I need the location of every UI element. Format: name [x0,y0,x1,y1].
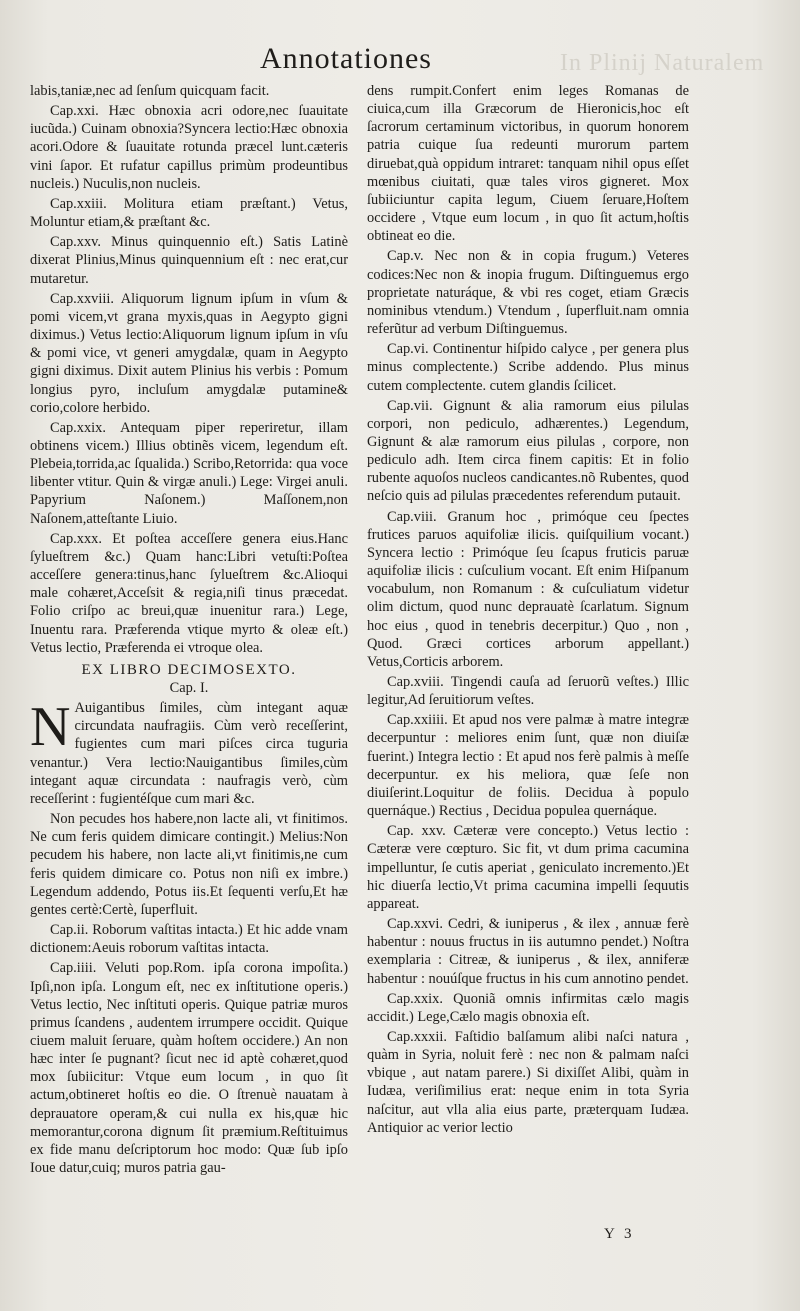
paragraph: Cap.xxvi. Cedri, & iuniperus , & ilex , annuæ ferè habentur : nouus fructus in iis autumno pendet.) Noſtra exemplaria : Citreæ, & iuniperus , & ilex, anniferæ habentur : nouúſque fructus in his cum annotino pendet. [367,916,689,987]
paragraph: Cap.xxx. Et poſtea acceſſere genera eius.Hanc ſylueſtrem &c.) Quam hanc:Libri vetuſti:Poſtea acceſſere genera:tinus,hanc ſylueſtrem &c.Alioqui male cohæret,Acceſsit & regia,niſi tinus præcedat. Folio criſpo ac breui,quæ inuenitur rara.) Lege, Inuentu rara. Præferenda vtique myrto & oleæ eſt.) Vetus lectio, Præferenda ei vtroque olea. [30,530,348,656]
paragraph [30,696,348,808]
paragraph: Cap.xxxii. Faſtidio balſamum alibi naſci natura , quàm in Syria, noluit ferè : nec non & palmam naſci vbique , aut natam parere.) Si dixiſſet Alibi, quàm in Iudæa, veriſimilius erat: neque enim in tota Syria naſcitur, aut vlla alia eius parte, præterquam Iudæa. Antiquior ac verior lectio [367,1028,689,1136]
paragraph: Cap.v. Nec non & in copia frugum.) Veteres codices:Nec non & inopia frugum. Diſtinguemus ergo proprietate naturáque, & vbi res coget, etiam Græcis nominibus vtendum.) Vtendum , ſuperfluit.nam omnia referũtur ad verbum Diſtinguemus. [367,248,689,338]
book-heading: EX LIBRO DECIMOSEXTO. [81,661,297,678]
paragraph: Cap.ii. Roborum vaſtitas intacta.) Et hic adde vnam dictionem:Aeuis roborum vaſtitas intacta. [30,922,348,957]
paragraph: Cap.xviii. Tingendi cauſa ad ſeruorũ veſtes.) Illic legitur,Ad ſeruitiorum veſtes. [367,674,689,709]
drop-cap: N [30,696,71,759]
paragraph: Cap.xxiii. Molitura etiam præſtant.) Vetus, Moluntur etiam,& præſtant &c. [30,195,348,231]
paragraph: Cap.xxi. Hæc obnoxia acri odore,nec ſuauitate iucũda.) Cuinam obnoxia?Syncera lectio:Hæc obnoxia acori.Odore & ſuauitate rotunda præcel lunt.cæteris vini ſapor. Et rufatur capillus primùm prodeuntibus nucleis.) Nuculis,non nucleis. [30,103,348,192]
paragraph: Cap.xxviii. Aliquorum lignum ipſum in vſum & pomi vicem,vt grana myxis,quas in Aegypto gigni diximus.) Vetus lectio:Aliquorum lignum ipſum in vſu & pomi vice, vt generi amygdalæ, quam in Aegypto gigni diximus. Dixit autem Plinius his verbis : Pomum longius pyro, incluſum amygdalæ putamine& corio,colore herbido. [30,290,348,416]
paragraph: labis,taniæ,nec ad ſenſum quicquam facit. [30,83,270,99]
paragraph: Cap.iiii. Veluti pop.Rom. ipſa corona impoſita.) Ipſi,non ipſa. Longum eſt, nec ex inſtitutione operis.) Vetus lectio, Nec inſtituti operis. Quique patriæ muros primus ſcandens , audentem irrumpere occidit. Quique ciuem maluit ſeruare, quàm hoſtem occidere.) An non hæc inter ſe pugnant? ſicut nec id aptè cohæret,quod mox ſubiicitur: Vtque eum locum , in quo ſit actum,obtineret hoſtis eo die. O ſtrenuè nauatam à deprauatore operam,& cui nulla ex his,quæ hic memorantur,corona dignum ſit præmium.Reſtituimus ex fide manu deſcriptorum hoc modo: Quæ ſub ipſo Ioue datur,cuiq; muros patria gau- [30,960,348,1177]
paragraph: Cap.vii. Gignunt & alia ramorum eius pilulas corpori, non pediculo, adhærentes.) Legendum, Gignunt & alæ ramorum eius pilulas , corpore, non pediculo adh. Item circa finem capitis: Et in folio rubente aquoſos nucleos candicantes.nõ Rubentes, quod neſcio quis ad pilulas præcedentes referendum putauit. [367,397,689,505]
signature-mark: Y 3 [604,1226,635,1242]
paragraph-text: Auigantibus ſimiles, cùm integant aquæ circundata naufragiis. Cùm verò receſſerint, fugientes cum mari piſces circa tuguria venantur.) Vera lectio:Nauigantibus ſimiles,cùm integant aquæ circundata : naufragis verò, cùm receſſerint : fugientéſque cum mari &c. [30,700,348,807]
paragraph: Cap.xxv. Minus quinquennio eſt.) Satis Latinè dixerat Plinius,Minus quinquennium eſt : nec erat,cur mutaretur. [30,234,348,287]
right-column [367,82,689,1137]
paragraph: Non pecudes hos habere,non lacte ali, vt finitimos. Ne cum feris quidem dimicare contingit.) Melius:Non pecudem his habere, non lacte ali,vt finitimis,ne cum feris quidem dimicare co. Potus non niſi ex imbre.) Legendum addendo, Potus iis.Et ſequenti verſu,Et hæ gentes certè:Certè, ſuperfluit. [30,811,348,918]
paragraph: Cap.vi. Continentur hiſpido calyce , per genera plus minus complectente.) Scribe addendo. Plus minus cutem complectente. cutem glandis ſcilicet. [367,341,689,394]
left-column [30,82,348,1177]
paragraph: Cap.xxix. Quoniã omnis infirmitas cælo magis accidit.) Lege,Cælo magis obnoxia eſt. [367,990,689,1025]
paragraph: Cap.viii. Granum hoc , primóque ceu ſpectes frutices paruos aquifoliæ ilicis. quiſquilium vocant.) Syncera lectio : Primóque ſeu ſcapus fruticis paruæ aquifoliæ ilicis : cuſculium vocant. Eſt enim Hiſpanum vocabulum, non Romanum : & cuſculiatum videtur olim dictum, quod nunc deprauatè ſcarlatum. Signum hoc eius , quod in tenebris decerpitur.) Quo , non , Quod. Græci cortices arborum appellant.) Vetus,Corticis arborem. [367,508,689,670]
paragraph: Cap. xxv. Cæteræ vere concepto.) Vetus lectio : Cæteræ vere cœpturo. Sic fit, vt dum prima cacumina impelluntur, ſe cutis aperiat , geniculato incremento.)Et hic diuerſa lectio,Vt prima cacumina impelli ſequutis appareat. [367,823,689,912]
paragraph: dens rumpit.Confert enim leges Romanas de ciuica,cum illa Græcorum de Hieronicis,hoc eſt ſacrorum certaminum victoribus, in quorum honorem patria cuique ſua redeunti murorum partem diruebat,quà oppidum intraret: tanquam nihil opus eſſet mœnibus ciuitati, quæ tales viros gigneret. Mox ſubiiciuntur capita legum, Ciuem ſeruare,Hoſtem occidere , Vtque eum locum , in quo ſit actum,hoſtis obtineat eo die. [367,83,689,245]
bleed-through-text: In Plinij Naturalem [560,50,765,76]
page-header-title: Annotationes [260,42,432,75]
paragraph: Cap.xxix. Antequam piper reperiretur, illam obtinens vicem.) Illius obtinẽs vicem, legendum eſt. Plebeia,torrida,ac ſqualida.) Scribo,Retorrida: qua voce libenter vtitur. Quin & virgæ anuli.) Lege: Virgei anuli. Papyrium Naſonem.) Maſſonem,non Naſonem,atteſtante Liuio. [30,419,348,527]
paragraph: Cap.xxiiii. Et apud nos vere palmæ à matre integræ decerpuntur : meliores enim ſunt, quæ non diuiſæ fuerint.) Integra lectio : Et apud nos ferè palmis à meſſe decerpuntur. ex his meliora, quæ ſeſe non diuiſerint.Loquitur de foliis. Decidua à populo quernáque.) Rectius , Decidua populea quernáque. [367,712,689,820]
chapter-heading: Cap. I. [169,680,209,696]
